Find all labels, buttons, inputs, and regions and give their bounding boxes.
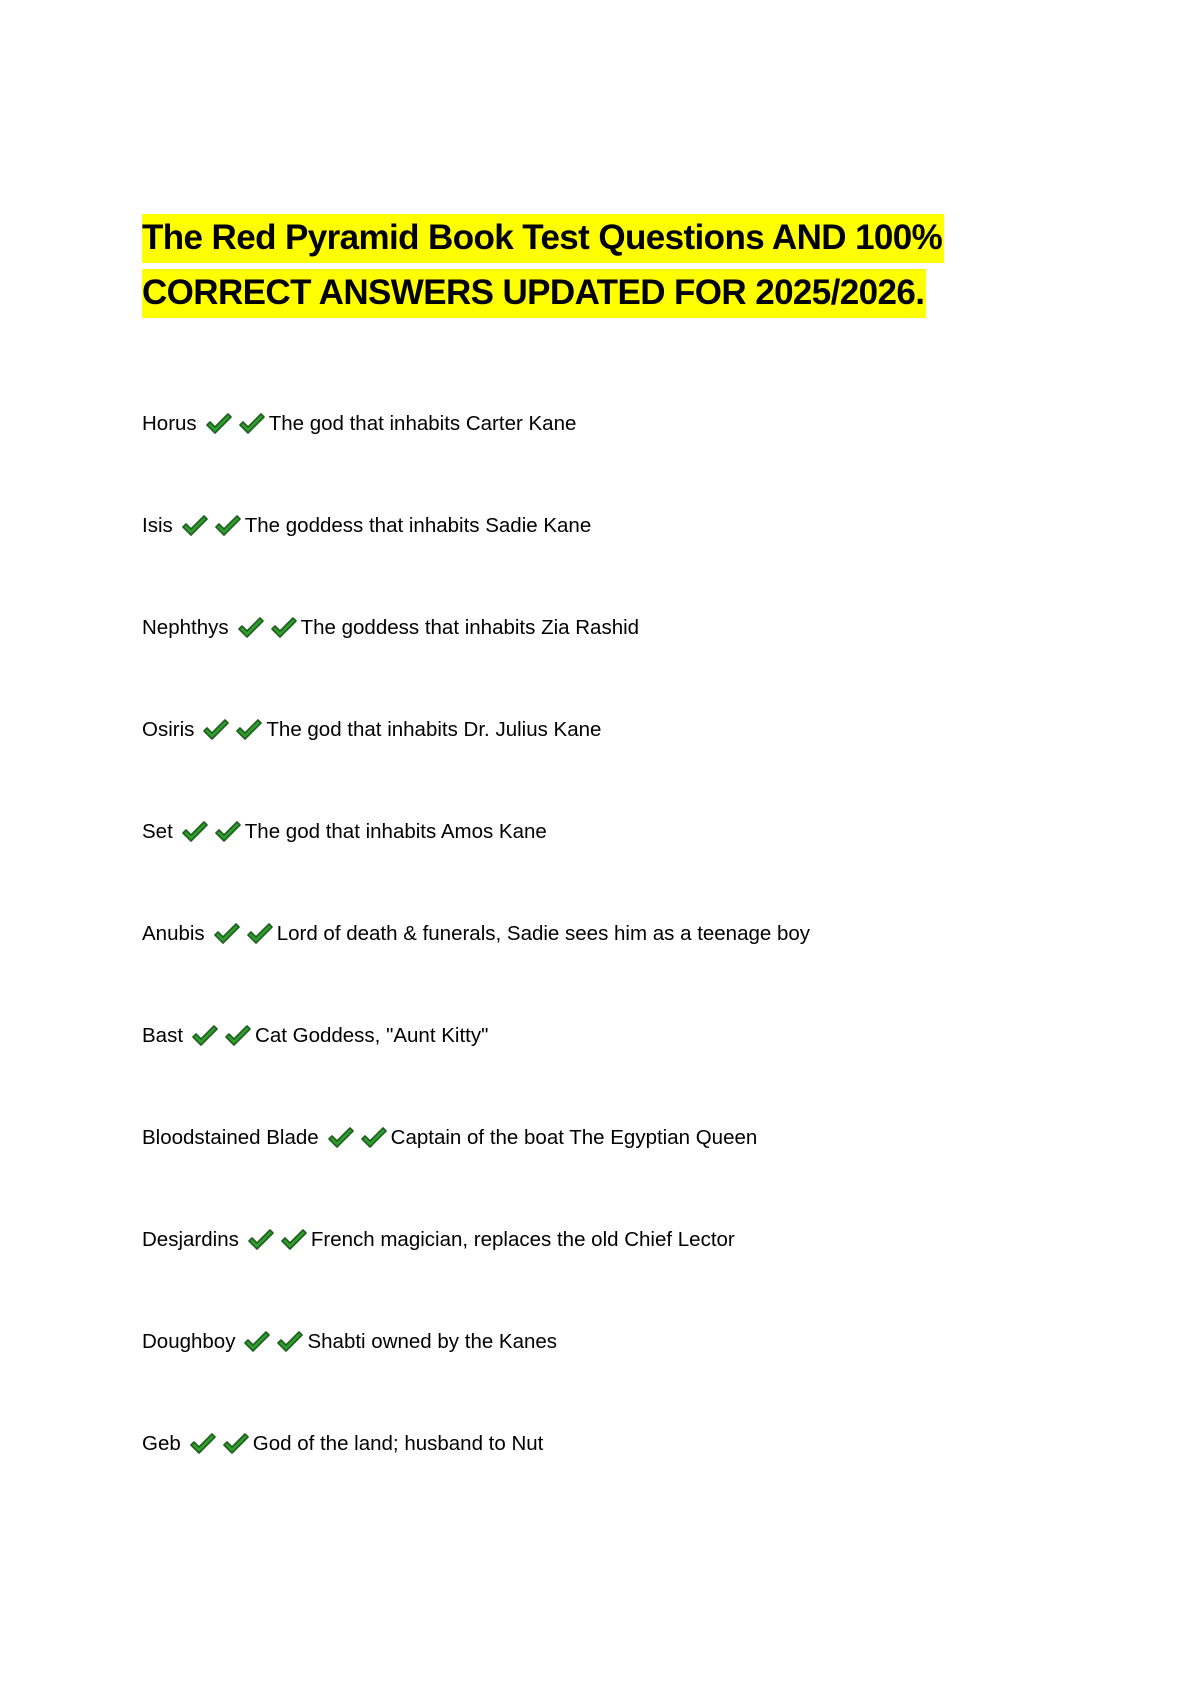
qa-term: Set: [142, 820, 173, 843]
qa-item-7: [142, 1022, 810, 1124]
checkmark-icon: [181, 820, 208, 844]
qa-definition: Lord of death & funerals, Sadie sees him as a teenage boy: [276, 922, 811, 945]
qa-item-1: [142, 410, 810, 512]
qa-definition: French magician, replaces the old Chief Lector: [310, 1228, 735, 1251]
checkmark-icon: [205, 412, 232, 436]
checkmark-icon: [280, 1228, 307, 1252]
check-marks: [181, 818, 243, 846]
qa-term: Nephthys: [142, 616, 229, 639]
qa-item-6: [142, 920, 810, 1022]
check-marks: [327, 1124, 389, 1152]
qa-item-10: [142, 1328, 810, 1430]
qa-item-2: [142, 512, 810, 614]
qa-term: Isis: [142, 514, 173, 537]
checkmark-icon: [270, 616, 297, 640]
check-marks: [247, 1226, 309, 1254]
qa-term: Osiris: [142, 718, 195, 741]
check-marks: [243, 1328, 305, 1356]
checkmark-icon: [276, 1330, 303, 1354]
qa-definition: The god that inhabits Amos Kane: [244, 820, 547, 843]
qa-term: Horus: [142, 412, 197, 435]
check-marks: [205, 410, 267, 438]
check-marks: [202, 716, 264, 744]
checkmark-icon: [181, 514, 208, 538]
page-title: [142, 210, 1042, 320]
checkmark-icon: [246, 922, 273, 946]
checkmark-icon: [224, 1024, 251, 1048]
checkmark-icon: [360, 1126, 387, 1150]
check-marks: [191, 1022, 253, 1050]
title-line-1: The Red Pyramid Book Test Questions AND 100%: [142, 214, 944, 263]
qa-definition: Shabti owned by the Kanes: [307, 1330, 558, 1353]
qa-term: Bloodstained Blade: [142, 1126, 319, 1149]
qa-list: [142, 410, 810, 1532]
qa-item-8: [142, 1124, 810, 1226]
qa-definition: Cat Goddess, "Aunt Kitty": [255, 1024, 489, 1047]
checkmark-icon: [238, 412, 265, 436]
qa-definition: The god that inhabits Carter Kane: [268, 412, 577, 435]
qa-item-3: [142, 614, 810, 716]
check-marks: [237, 614, 299, 642]
checkmark-icon: [202, 718, 229, 742]
checkmark-icon: [235, 718, 262, 742]
checkmark-icon: [189, 1432, 216, 1456]
qa-item-11: [142, 1430, 810, 1532]
qa-definition: The god that inhabits Dr. Julius Kane: [266, 718, 602, 741]
title-line-2: CORRECT ANSWERS UPDATED FOR 2025/2026.: [142, 269, 926, 318]
checkmark-icon: [247, 1228, 274, 1252]
checkmark-icon: [191, 1024, 218, 1048]
qa-item-4: [142, 716, 810, 818]
qa-definition: Captain of the boat The Egyptian Queen: [390, 1126, 758, 1149]
qa-item-5: [142, 818, 810, 920]
qa-definition: The goddess that inhabits Zia Rashid: [300, 616, 640, 639]
qa-term: Doughboy: [142, 1330, 236, 1353]
checkmark-icon: [214, 514, 241, 538]
qa-term: Bast: [142, 1024, 184, 1047]
checkmark-icon: [213, 922, 240, 946]
checkmark-icon: [243, 1330, 270, 1354]
qa-item-9: [142, 1226, 810, 1328]
qa-term: Anubis: [142, 922, 205, 945]
qa-term: Geb: [142, 1432, 181, 1455]
check-marks: [181, 512, 243, 540]
check-marks: [189, 1430, 251, 1458]
checkmark-icon: [327, 1126, 354, 1150]
checkmark-icon: [214, 820, 241, 844]
qa-definition: The goddess that inhabits Sadie Kane: [244, 514, 592, 537]
checkmark-icon: [222, 1432, 249, 1456]
qa-term: Desjardins: [142, 1228, 239, 1251]
qa-definition: God of the land; husband to Nut: [252, 1432, 544, 1455]
checkmark-icon: [237, 616, 264, 640]
check-marks: [213, 920, 275, 948]
